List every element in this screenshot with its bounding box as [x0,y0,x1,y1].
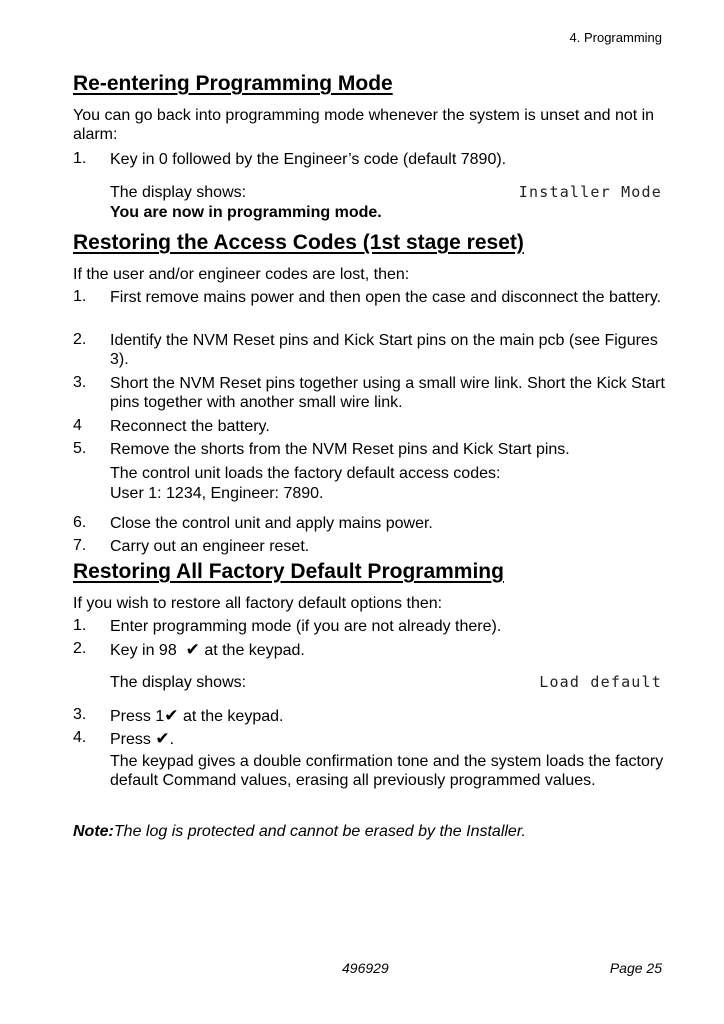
result-text: The keypad gives a double confirmation tone and the system loads the factory default Command values, erasing all previously programmed values. [110,753,664,789]
step-text-part: Press 1 [110,708,165,725]
note-label: Note: [73,823,114,840]
step-number: 4 [73,417,82,434]
step-number: 4. [73,729,87,746]
check-icon: ✔ [164,706,179,725]
display-label: The display shows: [110,674,247,691]
step-text-part: Press [110,731,151,748]
section-heading-access-codes: Restoring the Access Codes (1st stage reset) [73,231,524,254]
step-number: 1. [73,150,87,167]
step-number: 6. [73,514,87,531]
step-text-part: . [169,731,175,748]
step-text-part: at the keypad. [182,708,284,725]
step-text: Enter programming mode (if you are not already there). [110,618,502,635]
step-number: 1. [73,288,87,305]
check-icon: ✔ [155,729,170,748]
step-number: 3. [73,706,87,723]
step-text: Short the NVM Reset pins together using a small wire link. Short the Kick Start pins together with another small wire link. [110,375,665,411]
step-text: Reconnect the battery. [110,418,270,435]
step-text-part: at the keypad. [204,642,305,659]
display-label: The display shows: [110,184,247,201]
document-number: 496929 [342,960,389,976]
note [73,822,663,841]
step-text: Close the control unit and apply mains power. [110,515,433,532]
note-line: The control unit loads the factory default access codes: [110,465,501,482]
step-number: 5. [73,440,87,457]
step-text [110,706,665,726]
step-text [110,640,665,660]
step-text-part: Key in 98 [110,642,177,659]
lcd-display-value: Installer Mode [518,183,662,201]
confirmation-text: You are now in programming mode. [110,204,382,221]
step-number: 2. [73,640,87,657]
section2-intro: If the user and/or engineer codes are lost, then: [73,266,410,283]
lcd-display-value: Load default [539,673,662,691]
step-number: 2. [73,331,87,348]
step-text: First remove mains power and then open the case and disconnect the battery. [110,289,662,306]
note-line: User 1: 1234, Engineer: 7890. [110,485,324,502]
step-text: Remove the shorts from the NVM Reset pins and Kick Start pins. [110,441,570,458]
section-heading-reentering: Re-entering Programming Mode [73,72,393,95]
section1-intro: You can go back into programming mode whenever the system is unset and not in alarm: [73,107,655,143]
page-number: Page 25 [609,960,662,976]
note-text: The log is protected and cannot be erased by the Installer. [113,823,526,840]
step-text: Carry out an engineer reset. [110,538,310,555]
section3-intro: If you wish to restore all factory default options then: [73,595,443,612]
step-number: 1. [73,617,87,634]
section-heading-factory-default: Restoring All Factory Default Programming [73,560,504,583]
step-text [110,729,665,749]
step-text: Key in 0 followed by the Engineer’s code (default 7890). [110,151,507,168]
chapter-header: 4. Programming [569,30,662,45]
check-icon: ✔ [185,640,200,659]
step-number: 7. [73,537,87,554]
step-number: 3. [73,374,87,391]
step-text: Identify the NVM Reset pins and Kick Start pins on the main pcb (see Figures 3). [110,332,658,368]
